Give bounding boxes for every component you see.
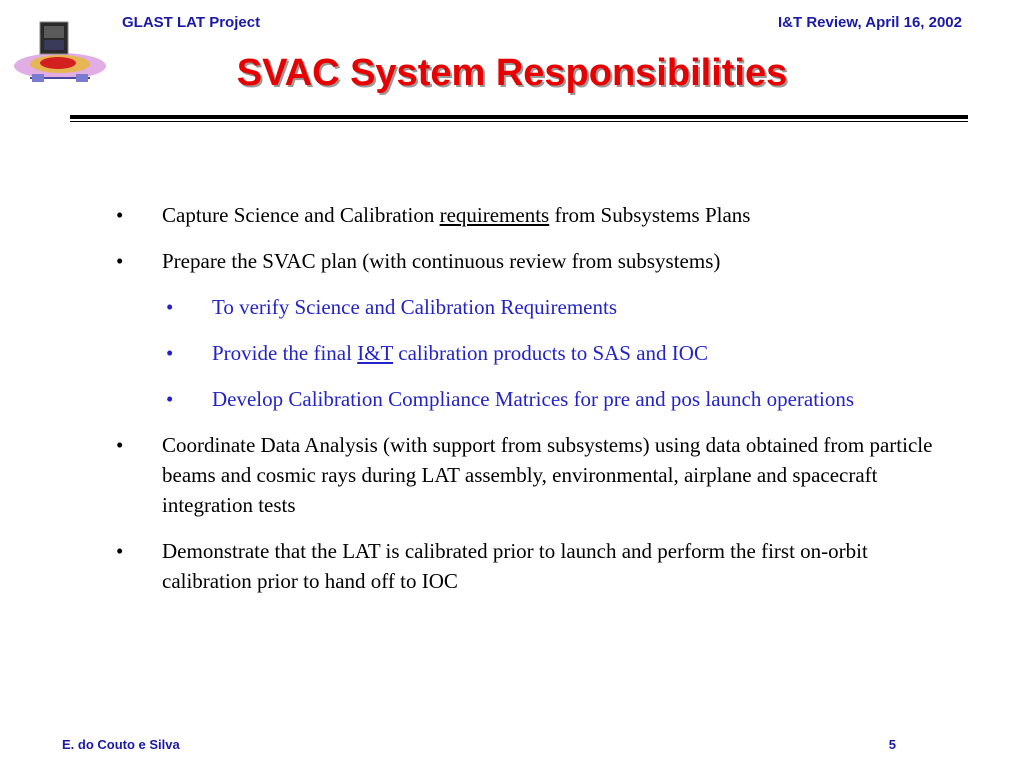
title-divider-thin (70, 121, 968, 122)
slide-title: SVAC System Responsibilities (236, 52, 788, 94)
bullet-dot: • (166, 387, 174, 411)
subbullet-compliance-matrices: • Develop Calibration Compliance Matrices for pre and pos launch operations (0, 384, 912, 414)
bullet-dot: • (116, 433, 124, 457)
header-review-date: I&T Review, April 16, 2002 (778, 14, 962, 31)
bullet-capture-requirements: • Capture Science and Calibration requirements from Subsystems Plans (0, 200, 947, 230)
bullet-dot: • (166, 295, 174, 319)
bullet-dot: • (116, 249, 124, 273)
bullet-prepare-plan: • Prepare the SVAC plan (with continuous review from subsystems) (0, 246, 947, 276)
it-link[interactable]: I&T (357, 341, 393, 365)
title-divider (70, 115, 968, 119)
footer-page-number: 5 (888, 737, 896, 752)
subbullet-provide-products: • Provide the final I&T calibration products to SAS and IOC (0, 338, 912, 368)
requirements-link[interactable]: requirements (439, 203, 550, 227)
bullet-dot: • (116, 203, 124, 227)
bullet-list (0, 200, 1024, 612)
bullet-coordinate-analysis: • Coordinate Data Analysis (with support from subsystems) using data obtained from particle beams and cosmic rays during LAT assembly, environmental, airplane and spacecraft integration tests (0, 430, 947, 520)
footer-author: E. do Couto e Silva (62, 737, 180, 752)
bullet-demonstrate-calibration: • Demonstrate that the LAT is calibrated prior to launch and perform the first on-orbit calibration prior to hand off to IOC (0, 536, 947, 596)
bullet-dot: • (116, 539, 124, 563)
subbullet-verify: • To verify Science and Calibration Requirements (0, 292, 912, 322)
header-project: GLAST LAT Project (122, 14, 261, 31)
bullet-dot: • (166, 341, 174, 365)
